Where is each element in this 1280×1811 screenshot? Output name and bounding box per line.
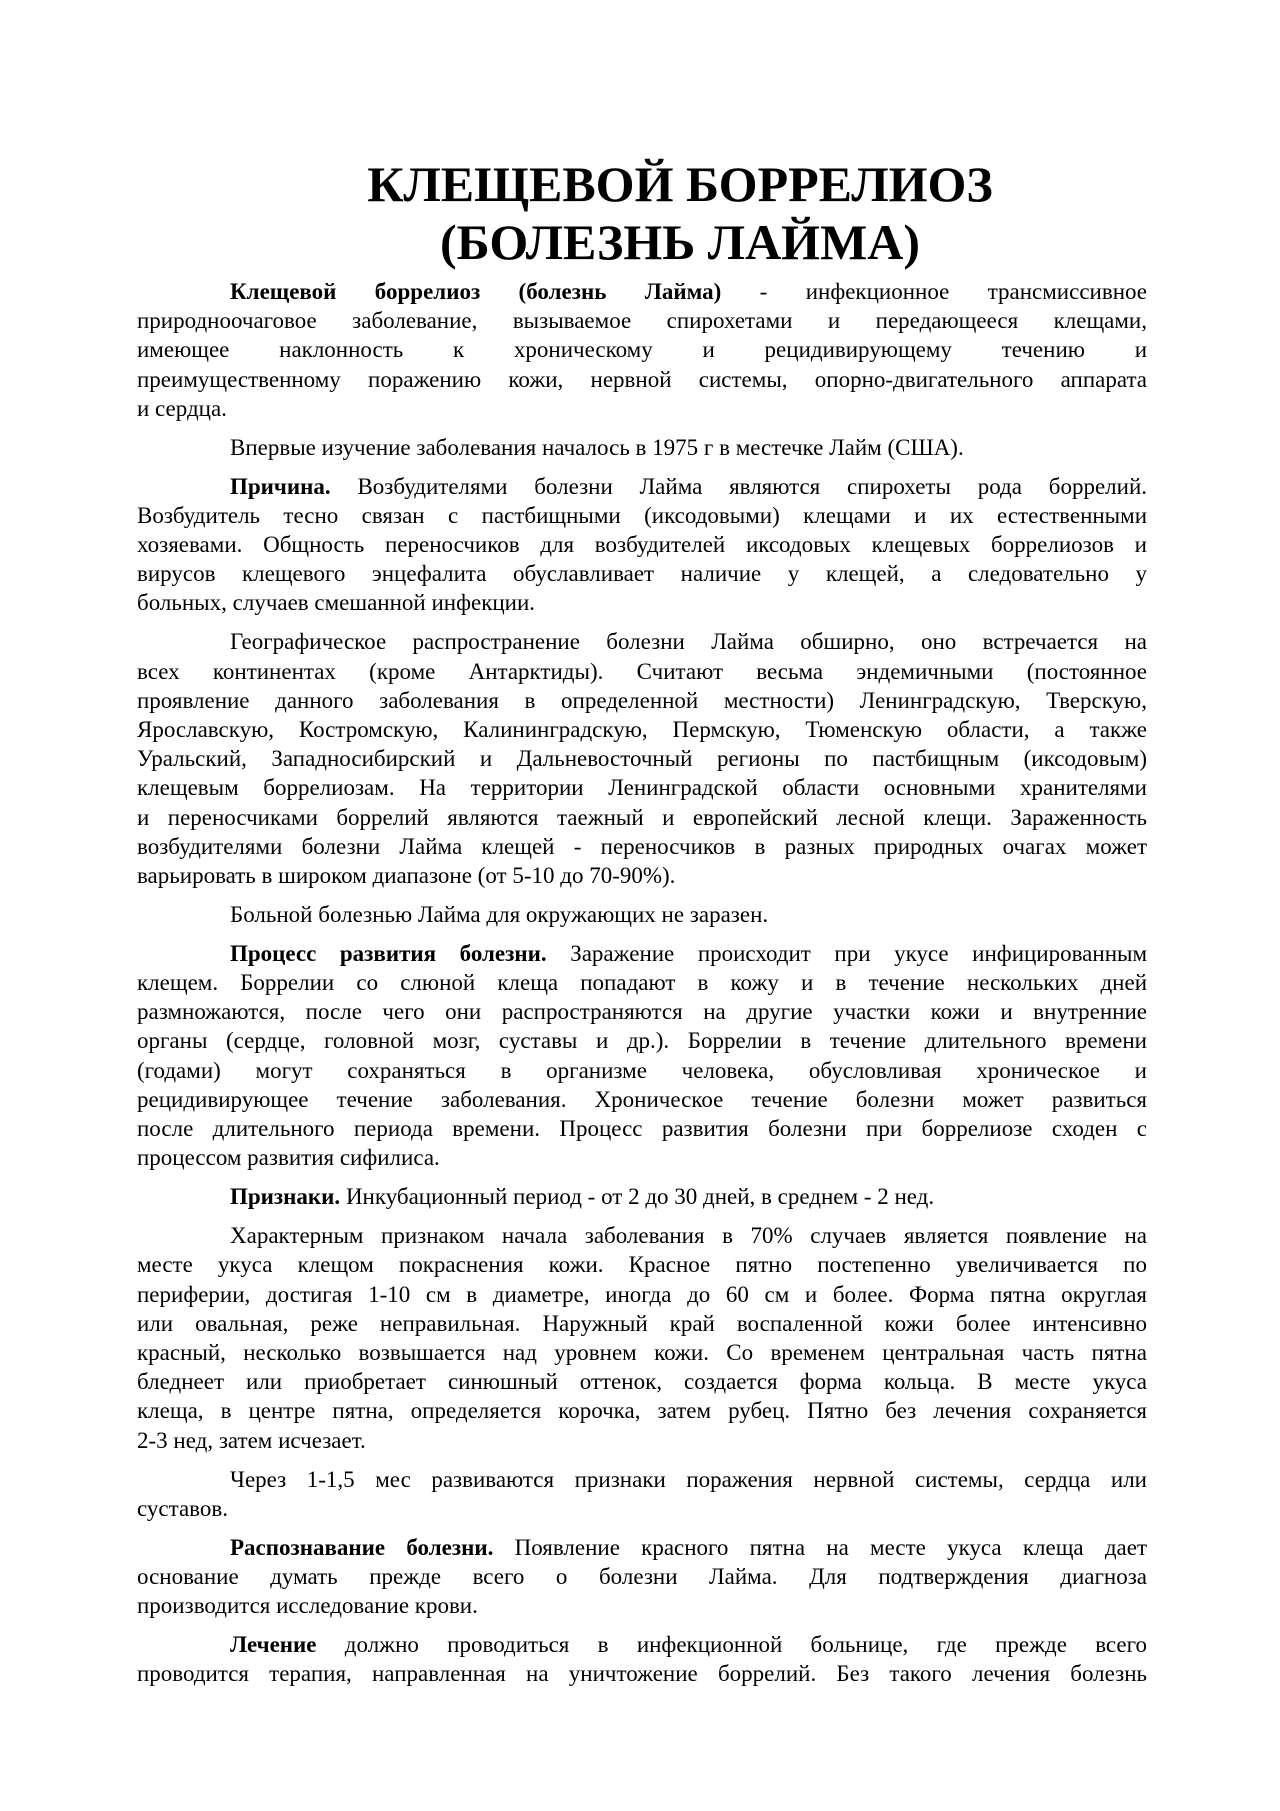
paragraph-line [137,939,1147,968]
paragraph-line [137,1367,1147,1396]
line-text: клеща, в центре пятна, определяется корочка, затем рубец. Пятно без лечения сохраняется [137,1398,1147,1424]
line-text: размножаются, после чего они распространяются на другие участки кожи и внутренние [137,999,1147,1025]
line-text: имеющее наклонность к хроническому и рецидивирующему течению и [137,337,1147,363]
paragraph-line [137,1143,1147,1172]
paragraph [137,472,1147,618]
paragraph-line [137,433,1147,462]
line-text: проводится терапия, направленная на уничтожение боррелий. Без такого лечения болезнь [137,1661,1147,1687]
line-text: варьировать в широком диапазоне (от 5-10 до 70-90%). [137,862,676,888]
line-text: месте укуса клещом покраснения кожи. Красное пятно постепенно увеличивается по [137,1252,1147,1278]
line-text: Географическое распространение болезни Лайма обширно, оно встречается на [230,629,1147,655]
line-text: Характерным признаком начала заболевания в 70% случаев является появление на [230,1223,1147,1249]
line-text: Ярославскую, Костромскую, Калининградскую, Пермскую, Тюменскую области, а также [137,717,1147,743]
paragraph-line [137,472,1147,501]
line-text: Инкубационный период - от 2 до 30 дней, в среднем - 2 нед. [340,1184,935,1210]
paragraph [137,1533,1147,1621]
line-text: должно проводиться в инфекционной больнице, где прежде всего [316,1632,1147,1658]
paragraph-line [137,900,1147,929]
paragraph-line [137,657,1147,686]
line-text: красный, несколько возвышается над уровнем кожи. Со временем центральная часть пятна [137,1339,1147,1365]
paragraph [137,277,1147,423]
paragraph-line [137,277,1147,306]
paragraph-line [137,501,1147,530]
line-text: производится исследование крови. [137,1593,478,1619]
paragraph-line [137,715,1147,744]
line-text: клещем. Боррелии со слюной клеща попадают в кожу и в течение нескольких дней [137,970,1147,996]
paragraph [137,900,1147,929]
line-text: 2-3 нед, затем исчезает. [137,1427,366,1453]
paragraph-line [137,1182,1147,1211]
paragraph-line [137,1114,1147,1143]
paragraph-lead-bold: Процесс развития болезни. [230,940,547,966]
line-text: Возбудителями болезни Лайма являются спирохеты рода боррелий. [330,473,1147,499]
paragraph-line [137,773,1147,802]
line-text: хозяевами. Общность переносчиков для возбудителей иксодовых клещевых боррелиозов и [137,532,1147,558]
line-text: Заражение происходит при укусе инфицированным [546,940,1148,966]
line-text: Через 1-1,5 мес развиваются признаки поражения нервной системы, сердца или [230,1466,1147,1492]
paragraph-line [137,588,1147,617]
line-text: всех континентах (кроме Антарктиды). Считают весьма эндемичными (постоянное [137,658,1147,684]
paragraph-line [137,803,1147,832]
paragraph-line [137,1533,1147,1562]
line-text: Больной болезнью Лайма для окружающих не заразен. [230,901,769,927]
paragraph [137,433,1147,462]
paragraph-line [137,335,1147,364]
paragraph-line [137,1250,1147,1279]
paragraph-line [137,997,1147,1026]
paragraph-line [137,1338,1147,1367]
document-body [137,277,1147,1698]
paragraph-line [137,559,1147,588]
paragraph-line [137,1026,1147,1055]
line-text: природноочаговое заболевание, вызываемое спирохетами и передающееся клещами, [137,308,1147,334]
paragraph-line [137,1056,1147,1085]
paragraph-line [137,1494,1147,1523]
line-text: основание думать прежде всего о болезни Лайма. Для подтверждения диагноза [137,1563,1147,1589]
paragraph-line [137,1426,1147,1455]
line-text: Впервые изучение заболевания началось в 1975 г в местечке Лайм (США). [230,434,964,460]
paragraph-line [137,1465,1147,1494]
line-text: суставов. [137,1495,228,1521]
line-text: клещевым боррелиозам. На территории Ленинградской области основными хранителями [137,775,1147,801]
line-text: Возбудитель тесно связан с пастбищными (иксодовыми) клещами и их естественными [137,502,1147,528]
paragraph-line [137,832,1147,861]
line-text: органы (сердце, головной мозг, суставы и др.). Боррелии в течение длительного времени [137,1028,1147,1054]
line-text: (годами) могут сохраняться в организме человека, обусловливая хроническое и [137,1057,1147,1083]
line-text: Появление красного пятна на месте укуса клеща дает [493,1534,1148,1560]
paragraph-line [137,1221,1147,1250]
line-text: возбудителями болезни Лайма клещей - переносчиков в разных природных очагах может [137,833,1147,859]
line-text: или овальная, реже неправильная. Наружный край воспаленной кожи более интенсивно [137,1310,1147,1336]
paragraph-lead-bold: Признаки. [230,1184,341,1210]
line-text: и сердца. [137,395,227,421]
line-text: после длительного периода времени. Процесс развития болезни при боррелиозе сходен с [137,1116,1147,1142]
paragraph-line [137,686,1147,715]
paragraph-line [137,1562,1147,1591]
paragraph [137,1182,1147,1211]
line-text: преимущественному поражению кожи, нервной системы, опорно-двигательного аппарата [137,366,1147,392]
paragraph-line [137,306,1147,335]
paragraph-line [137,530,1147,559]
line-text: проявление данного заболевания в определенной местности) Ленинградскую, Тверскую, [137,687,1147,713]
paragraph-lead-bold: Лечение [230,1632,317,1658]
line-text: бледнеет или приобретает синюшный оттенок, создается форма кольца. В месте укуса [137,1369,1147,1395]
paragraph-lead-bold: Клещевой боррелиоз (болезнь Лайма) [230,279,722,304]
paragraph-lead-bold: Причина. [230,473,331,499]
line-text: больных, случаев смешанной инфекции. [137,590,536,616]
paragraph [137,627,1147,890]
title-line-2: (БОЛЕЗНЬ ЛАЙМА) [439,214,921,270]
paragraph-line [137,394,1147,423]
paragraph-lead-bold: Распознавание болезни. [230,1534,494,1560]
line-text: рецидивирующее течение заболевания. Хроническое течение болезни может развиться [137,1086,1147,1112]
paragraph-line [137,1280,1147,1309]
line-text: - инфекционное трансмиссивное [721,279,1148,304]
document-title [0,155,1280,271]
paragraph [137,1630,1147,1688]
line-text: и переносчиками боррелий являются таежный и европейский лесной клещи. Зараженность [137,804,1147,830]
paragraph-line [137,1591,1147,1620]
paragraph-line [137,1630,1147,1659]
line-text: периферии, достигая 1-10 см в диаметре, иногда до 60 см и более. Форма пятна округлая [137,1281,1147,1307]
line-text: процессом развития сифилиса. [137,1145,440,1171]
line-text: вирусов клещевого энцефалита обуславливает наличие у клещей, а следовательно у [137,561,1147,587]
paragraph-line [137,861,1147,890]
paragraph-line [137,627,1147,656]
paragraph-line [137,1085,1147,1114]
title-line-1: КЛЕЩЕВОЙ БОРРЕЛИОЗ [367,156,993,212]
paragraph-line [137,365,1147,394]
line-text: Уральский, Западносибирский и Дальневосточный регионы по пастбищным (иксодовым) [137,746,1147,772]
paragraph-line [137,968,1147,997]
paragraph [137,1221,1147,1455]
paragraph-line [137,1659,1147,1688]
paragraph-line [137,744,1147,773]
paragraph-line [137,1309,1147,1338]
paragraph-line [137,1396,1147,1425]
paragraph [137,939,1147,1173]
paragraph [137,1465,1147,1523]
